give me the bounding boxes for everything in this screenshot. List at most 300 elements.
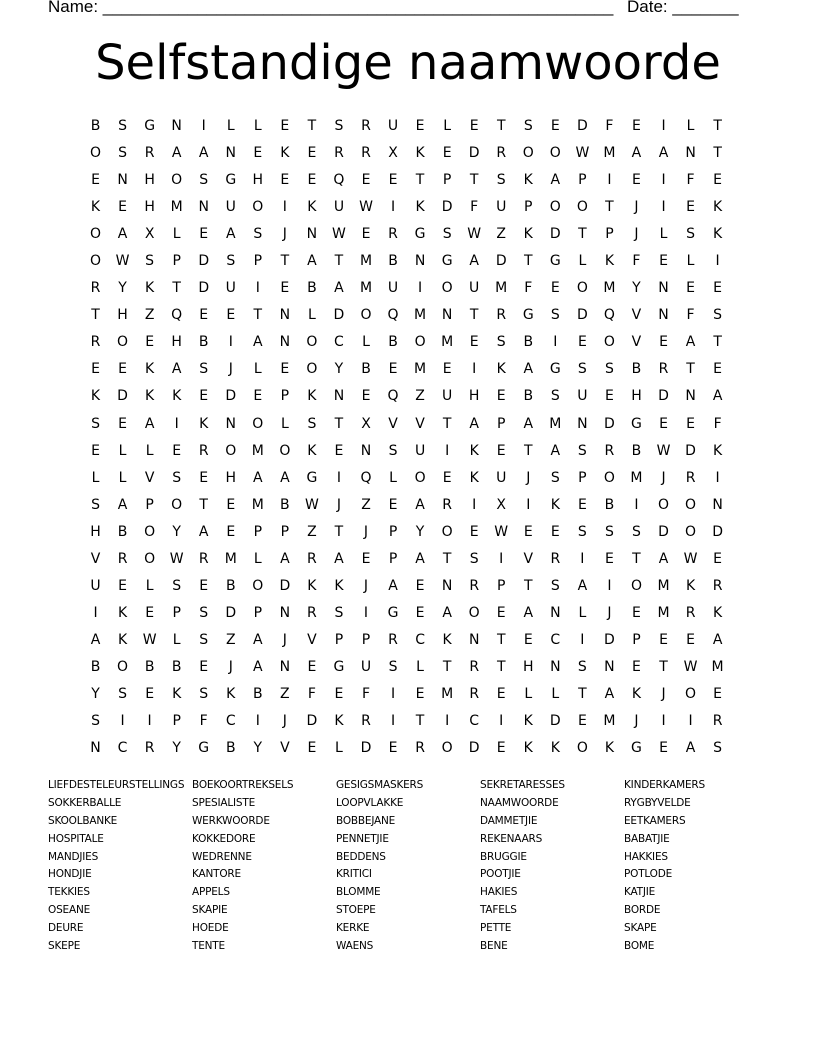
grid-cell[interactable]: T [415,172,425,189]
grid-cell[interactable]: D [712,523,723,540]
grid-cell[interactable]: E [686,199,695,216]
grid-cell[interactable]: A [712,388,723,405]
grid-cell[interactable]: W [115,253,130,270]
grid-cell[interactable]: O [685,523,697,540]
grid-cell[interactable]: D [333,307,345,324]
grid-cell[interactable]: E [550,280,560,297]
grid-cell[interactable]: Y [172,740,181,757]
grid-cell[interactable]: U [387,118,399,134]
grid-cell[interactable]: E [604,550,614,567]
grid-cell[interactable]: E [253,388,263,405]
grid-cell[interactable]: T [659,658,668,675]
grid-cell[interactable]: Q [387,388,399,405]
grid-cell[interactable]: E [334,442,344,459]
grid-cell[interactable]: K [496,361,506,378]
grid-cell[interactable]: T [686,361,695,378]
grid-cell[interactable]: Z [280,685,290,702]
date-field-line[interactable]: Date: _______ [627,0,739,16]
grid-cell[interactable]: E [172,442,182,459]
grid-cell[interactable]: W [683,550,698,567]
grid-cell[interactable]: M [441,685,454,702]
grid-cell[interactable]: G [225,172,237,189]
grid-cell[interactable]: B [604,496,615,513]
grid-cell[interactable]: N [414,253,426,270]
grid-cell[interactable]: N [360,442,372,459]
grid-cell[interactable]: M [630,469,643,486]
grid-cell[interactable]: T [523,442,533,459]
grid-cell[interactable]: X [496,496,507,513]
grid-cell[interactable]: F [686,172,695,189]
grid-cell[interactable]: M [251,496,264,513]
grid-cell[interactable]: P [253,523,263,540]
grid-cell[interactable]: H [523,658,534,675]
grid-cell[interactable]: S [145,253,155,270]
grid-cell[interactable]: E [361,226,371,243]
grid-cell[interactable]: J [282,226,287,243]
grid-cell[interactable]: I [228,334,233,351]
grid-cell[interactable]: W [142,631,157,648]
grid-cell[interactable]: N [279,334,291,351]
grid-cell[interactable]: W [359,199,373,216]
grid-cell[interactable]: P [361,631,371,648]
grid-cell[interactable]: U [414,442,426,459]
grid-cell[interactable]: L [335,740,343,757]
grid-cell[interactable]: Z [144,307,155,324]
grid-cell[interactable]: P [145,496,154,513]
grid-cell[interactable]: D [360,740,372,757]
grid-cell[interactable]: S [577,658,587,675]
grid-cell[interactable]: M [441,334,454,351]
grid-cell[interactable]: E [496,685,506,702]
grid-cell[interactable]: M [224,550,237,567]
grid-cell[interactable]: L [118,442,127,459]
grid-cell[interactable]: K [307,577,317,594]
grid-cell[interactable]: A [334,280,344,297]
grid-cell[interactable]: T [172,280,181,297]
grid-cell[interactable]: I [472,361,477,378]
grid-cell[interactable]: E [632,172,641,189]
grid-cell[interactable]: E [415,685,425,702]
grid-cell[interactable]: H [252,172,264,189]
grid-cell[interactable]: I [363,604,369,621]
grid-cell[interactable]: V [90,550,101,567]
grid-cell[interactable]: D [658,388,669,405]
grid-cell[interactable]: R [198,550,209,567]
grid-cell[interactable]: E [713,550,723,567]
grid-cell[interactable]: D [495,253,507,270]
grid-cell[interactable]: R [685,604,696,621]
grid-cell[interactable]: O [252,577,264,594]
grid-cell[interactable]: D [604,631,615,648]
grid-cell[interactable]: T [334,253,344,270]
grid-cell[interactable]: H [117,307,128,324]
grid-cell[interactable]: A [550,172,561,189]
grid-cell[interactable]: U [496,199,507,216]
grid-cell[interactable]: S [523,118,533,134]
grid-cell[interactable]: M [603,713,616,730]
grid-cell[interactable]: A [225,226,236,243]
grid-cell[interactable]: K [523,713,533,730]
grid-cell[interactable]: I [445,713,450,730]
grid-cell[interactable]: E [415,118,425,134]
grid-cell[interactable]: I [607,172,612,189]
grid-cell[interactable]: J [661,469,666,486]
grid-cell[interactable]: J [634,199,639,216]
grid-cell[interactable]: S [199,631,209,648]
grid-cell[interactable]: I [715,469,720,486]
grid-cell[interactable]: O [171,172,183,189]
grid-cell[interactable]: E [496,442,506,459]
grid-cell[interactable]: P [524,199,533,216]
grid-cell[interactable]: T [334,415,344,432]
grid-cell[interactable]: A [253,658,263,675]
grid-cell[interactable]: T [578,226,587,243]
grid-cell[interactable]: A [523,604,534,621]
grid-cell[interactable]: A [280,550,290,567]
grid-cell[interactable]: O [522,145,534,162]
grid-cell[interactable]: E [686,415,695,432]
grid-cell[interactable]: M [603,145,616,162]
grid-cell[interactable]: E [145,604,155,621]
grid-cell[interactable]: L [362,334,370,351]
grid-cell[interactable]: R [496,145,507,162]
grid-cell[interactable]: E [713,685,723,702]
grid-cell[interactable]: K [523,740,533,757]
grid-cell[interactable]: E [659,334,668,351]
grid-cell[interactable]: A [117,496,128,513]
grid-cell[interactable]: U [90,577,101,594]
grid-cell[interactable]: U [469,280,480,297]
grid-cell[interactable]: R [307,550,317,567]
grid-cell[interactable]: H [468,388,480,405]
grid-cell[interactable]: P [497,577,506,594]
grid-cell[interactable]: B [144,658,155,675]
grid-cell[interactable]: K [523,172,533,189]
grid-cell[interactable]: F [199,713,208,730]
grid-cell[interactable]: E [713,172,723,189]
grid-cell[interactable]: E [145,685,155,702]
grid-cell[interactable]: Z [496,226,507,243]
grid-cell[interactable]: E [280,118,290,134]
grid-cell[interactable]: A [712,631,723,648]
grid-cell[interactable]: K [172,388,182,405]
grid-cell[interactable]: M [251,442,264,459]
grid-cell[interactable]: V [388,415,398,432]
grid-cell[interactable]: F [361,685,371,702]
grid-cell[interactable]: A [334,550,344,567]
grid-cell[interactable]: K [550,496,560,513]
grid-cell[interactable]: J [282,713,287,730]
grid-cell[interactable]: L [389,469,397,486]
grid-cell[interactable]: A [523,415,534,432]
grid-cell[interactable]: O [279,442,291,459]
grid-cell[interactable]: R [307,604,317,621]
grid-cell[interactable]: I [336,469,342,486]
grid-cell[interactable]: K [117,604,128,621]
grid-cell[interactable]: S [199,604,209,621]
grid-cell[interactable]: W [656,442,671,459]
grid-cell[interactable]: S [496,334,506,351]
grid-cell[interactable]: E [632,118,641,134]
grid-cell[interactable]: A [631,145,642,162]
grid-cell[interactable]: K [469,442,479,459]
grid-cell[interactable]: T [280,253,290,270]
grid-cell[interactable]: O [306,334,318,351]
grid-cell[interactable]: P [578,469,587,486]
grid-cell[interactable]: T [199,496,208,513]
grid-cell[interactable]: L [91,469,100,486]
grid-cell[interactable]: K [145,388,155,405]
grid-cell[interactable]: R [144,145,155,162]
grid-cell[interactable]: E [388,361,398,378]
grid-cell[interactable]: S [172,469,182,486]
grid-cell[interactable]: I [499,550,504,567]
grid-cell[interactable]: K [280,145,290,162]
grid-cell[interactable]: S [118,685,128,702]
grid-cell[interactable]: E [686,631,695,648]
grid-cell[interactable]: W [683,658,698,675]
grid-cell[interactable]: F [713,415,722,432]
grid-cell[interactable]: J [363,577,369,594]
grid-cell[interactable]: W [575,145,590,162]
grid-cell[interactable]: T [415,713,425,730]
grid-cell[interactable]: U [496,469,507,486]
grid-cell[interactable]: R [90,280,101,297]
grid-cell[interactable]: S [577,361,587,378]
grid-cell[interactable]: E [388,740,398,757]
grid-cell[interactable]: R [144,740,155,757]
grid-cell[interactable]: E [199,577,209,594]
grid-cell[interactable]: U [387,280,399,297]
grid-cell[interactable]: B [253,685,263,702]
grid-cell[interactable]: K [90,199,101,216]
grid-cell[interactable]: K [226,685,236,702]
grid-cell[interactable]: T [523,577,533,594]
grid-cell[interactable]: O [144,523,156,540]
grid-cell[interactable]: T [442,658,452,675]
grid-cell[interactable]: O [90,226,102,243]
grid-cell[interactable]: B [90,658,101,675]
grid-cell[interactable]: W [332,226,346,243]
grid-cell[interactable]: K [307,442,317,459]
grid-cell[interactable]: R [415,740,425,757]
grid-cell[interactable]: I [93,604,98,621]
grid-cell[interactable]: E [659,740,668,757]
grid-cell[interactable]: P [442,172,452,189]
grid-cell[interactable]: K [90,388,101,405]
grid-cell[interactable]: R [469,577,480,594]
grid-cell[interactable]: B [280,496,290,513]
grid-cell[interactable]: S [577,442,587,459]
grid-cell[interactable]: D [468,145,480,162]
grid-cell[interactable]: S [91,415,100,432]
grid-cell[interactable]: I [715,253,720,270]
grid-cell[interactable]: L [172,226,181,243]
grid-cell[interactable]: O [252,415,264,432]
grid-cell[interactable]: E [713,280,723,297]
grid-cell[interactable]: S [307,415,317,432]
grid-cell[interactable]: T [442,550,452,567]
grid-cell[interactable]: S [550,307,560,324]
grid-cell[interactable]: C [415,631,425,648]
grid-cell[interactable]: T [523,253,533,270]
grid-cell[interactable]: L [145,442,154,459]
grid-cell[interactable]: N [685,388,696,405]
grid-cell[interactable]: E [226,307,236,324]
grid-cell[interactable]: E [659,631,668,648]
grid-cell[interactable]: S [713,307,723,324]
grid-cell[interactable]: D [279,577,291,594]
grid-cell[interactable]: S [550,388,560,405]
grid-cell[interactable]: O [603,469,615,486]
grid-cell[interactable]: O [117,334,129,351]
grid-cell[interactable]: N [468,631,480,648]
grid-cell[interactable]: K [713,199,723,216]
grid-cell[interactable]: F [686,307,695,324]
grid-cell[interactable]: E [226,523,236,540]
grid-cell[interactable]: A [388,577,398,594]
grid-cell[interactable]: I [661,118,666,134]
grid-cell[interactable]: D [576,307,588,324]
grid-cell[interactable]: D [198,253,210,270]
grid-cell[interactable]: T [469,172,479,189]
grid-cell[interactable]: V [631,334,642,351]
grid-cell[interactable]: L [280,415,289,432]
grid-cell[interactable]: A [171,361,182,378]
grid-cell[interactable]: D [549,226,561,243]
grid-cell[interactable]: Y [253,740,263,757]
grid-cell[interactable]: I [147,713,152,730]
grid-cell[interactable]: S [226,253,236,270]
grid-cell[interactable]: K [307,199,317,216]
grid-cell[interactable]: S [604,523,614,540]
grid-cell[interactable]: I [499,713,504,730]
grid-cell[interactable]: N [550,604,561,621]
grid-cell[interactable]: X [361,415,371,432]
grid-cell[interactable]: G [144,118,156,134]
grid-cell[interactable]: T [713,145,722,162]
grid-cell[interactable]: D [441,199,453,216]
grid-cell[interactable]: O [630,577,642,594]
grid-cell[interactable]: R [469,685,480,702]
grid-cell[interactable]: K [145,361,155,378]
grid-cell[interactable]: V [307,631,317,648]
grid-cell[interactable]: W [169,550,184,567]
grid-cell[interactable]: A [280,469,290,486]
grid-cell[interactable]: K [172,685,182,702]
grid-cell[interactable]: E [118,577,127,594]
grid-cell[interactable]: O [468,604,480,621]
grid-cell[interactable]: B [198,334,209,351]
grid-cell[interactable]: L [145,577,154,594]
grid-cell[interactable]: L [551,685,560,702]
grid-cell[interactable]: M [657,604,670,621]
grid-cell[interactable]: V [415,415,425,432]
grid-cell[interactable]: K [415,199,425,216]
grid-cell[interactable]: Z [307,523,317,540]
grid-cell[interactable]: Z [415,388,425,405]
grid-cell[interactable]: Q [333,172,345,189]
grid-cell[interactable]: O [441,740,453,757]
grid-cell[interactable]: A [253,469,263,486]
grid-cell[interactable]: W [494,523,509,540]
grid-cell[interactable]: I [120,713,125,730]
grid-cell[interactable]: N [225,145,236,162]
grid-cell[interactable]: O [360,307,372,324]
grid-cell[interactable]: D [685,442,696,459]
grid-cell[interactable]: A [171,145,182,162]
grid-cell[interactable]: J [634,226,639,243]
grid-cell[interactable]: K [713,442,723,459]
grid-cell[interactable]: T [496,658,506,675]
grid-cell[interactable]: V [631,307,642,324]
grid-cell[interactable]: N [279,658,291,675]
grid-cell[interactable]: T [496,118,506,134]
grid-cell[interactable]: H [144,199,155,216]
grid-cell[interactable]: R [361,145,371,162]
grid-cell[interactable]: E [307,740,317,757]
grid-cell[interactable]: E [415,604,425,621]
grid-cell[interactable]: S [199,685,209,702]
grid-cell[interactable]: E [496,740,506,757]
grid-cell[interactable]: A [117,226,128,243]
grid-cell[interactable]: E [361,172,371,189]
grid-cell[interactable]: O [603,334,615,351]
grid-cell[interactable]: R [361,713,371,730]
grid-cell[interactable]: N [90,740,101,757]
grid-cell[interactable]: B [90,118,101,134]
grid-cell[interactable]: V [280,740,290,757]
grid-cell[interactable]: A [90,631,101,648]
grid-cell[interactable]: B [523,388,534,405]
grid-cell[interactable]: T [91,307,100,324]
grid-cell[interactable]: I [201,118,206,134]
grid-cell[interactable]: L [253,361,262,378]
grid-cell[interactable]: E [361,550,371,567]
grid-cell[interactable]: D [225,604,237,621]
grid-cell[interactable]: Y [334,361,344,378]
grid-cell[interactable]: P [497,415,506,432]
grid-cell[interactable]: E [199,469,209,486]
grid-cell[interactable]: L [226,118,235,134]
grid-cell[interactable]: I [255,713,260,730]
grid-cell[interactable]: T [334,523,344,540]
grid-cell[interactable]: V [523,550,534,567]
grid-cell[interactable]: J [607,604,612,621]
grid-cell[interactable]: S [118,118,128,134]
grid-cell[interactable]: A [577,577,588,594]
grid-cell[interactable]: S [199,361,209,378]
grid-cell[interactable]: F [605,118,614,134]
grid-cell[interactable]: I [661,199,666,216]
grid-cell[interactable]: E [118,199,127,216]
grid-cell[interactable]: E [199,388,209,405]
grid-cell[interactable]: U [333,199,345,216]
grid-cell[interactable]: I [661,713,666,730]
grid-cell[interactable]: Z [225,631,236,648]
grid-cell[interactable]: L [578,253,587,270]
grid-cell[interactable]: R [712,577,723,594]
grid-cell[interactable]: H [90,523,101,540]
grid-cell[interactable]: V [144,469,155,486]
grid-cell[interactable]: A [144,415,155,432]
grid-cell[interactable]: J [363,523,369,540]
grid-cell[interactable]: P [253,604,263,621]
grid-cell[interactable]: O [252,199,264,216]
grid-cell[interactable]: D [306,713,318,730]
grid-cell[interactable]: N [279,604,291,621]
grid-cell[interactable]: B [225,577,236,594]
